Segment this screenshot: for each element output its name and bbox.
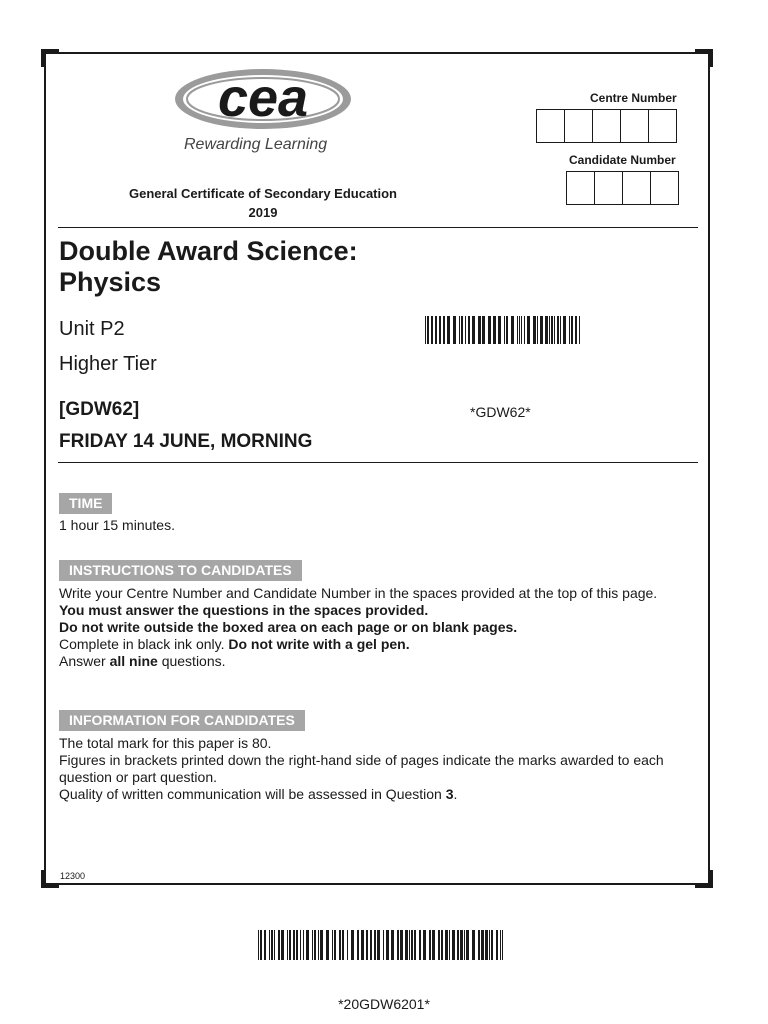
barcode-bar [409,930,410,960]
barcode-bar [423,930,426,960]
footer-code: 12300 [60,871,86,881]
barcode-bar [485,930,488,960]
barcode-bar [519,316,520,344]
barcode-bar [579,316,580,344]
exam-year: 2019 [248,205,278,220]
barcode-bar [460,930,463,960]
barcode-bar [459,316,460,344]
barcode-bar [405,930,408,960]
time-text: 1 hour 15 minutes. [59,517,175,533]
exam-title-line: Double Award Science: [59,236,358,266]
barcode-bar [361,930,364,960]
barcode-bar [386,930,389,960]
barcode-bar [287,930,288,960]
barcode-bar [533,316,536,344]
page-barcode-caption: *20GDW6201* [338,996,430,1012]
barcode-bar [431,316,433,344]
information-line: Quality of written communication will be assessed in Question 3. [59,786,458,802]
corner-mark [695,870,713,888]
corner-mark [695,49,713,67]
barcode-bar [498,316,501,344]
barcode-bar [414,930,416,960]
candidate-number-box[interactable] [566,171,595,205]
qualification-name: General Certificate of Secondary Education [128,186,398,201]
barcode-caption: *GDW62* [470,404,531,420]
barcode-bar [300,930,301,960]
barcode-bar [400,930,403,960]
barcode-bar [563,316,566,344]
centre-number-label: Centre Number [590,91,677,105]
instruction-line: Write your Centre Number and Candidate Number in the spaces provided at the top of this page. [59,585,658,601]
barcode-bar [489,930,490,960]
time-heading: TIME [59,493,112,514]
barcode-bar [569,316,570,344]
barcode-bar [461,316,463,344]
divider [58,227,698,228]
exam-tier: Higher Tier [59,353,157,375]
logo-tagline: Rewarding Learning [184,136,328,153]
candidate-number-box[interactable] [622,171,651,205]
barcode-bar [269,930,270,960]
barcode-bar [370,930,372,960]
barcode-bar [397,930,399,960]
barcode-bar [545,316,548,344]
barcode-bar [427,316,429,344]
exam-barcode [425,316,583,344]
barcode-bar [411,930,413,960]
barcode-bar [429,930,431,960]
candidate-number-boxes[interactable] [567,171,679,205]
cea-logo [172,66,354,132]
barcode-bar [334,930,336,960]
instruction-line: Do not write outside the boxed area on each page or on blank pages. [59,619,518,635]
barcode-bar [560,316,561,344]
barcode-bar [447,316,450,344]
barcode-bar [326,930,329,960]
exam-title [59,236,358,298]
centre-number-box[interactable] [536,109,565,143]
barcode-bar [511,316,514,344]
information-body [59,735,689,803]
barcode-bar [391,930,394,960]
barcode-bar [441,930,443,960]
barcode-bar [506,316,508,344]
barcode-bar [357,930,359,960]
barcode-bar [517,316,518,344]
barcode-bar [482,316,485,344]
barcode-bar [496,930,498,960]
barcode-bar [502,930,503,960]
barcode-bar [481,930,484,960]
barcode-bar [457,930,459,960]
barcode-bar [472,316,475,344]
barcode-bar [468,316,470,344]
information-line: The total mark for this paper is 80. [59,735,272,751]
barcode-bar [571,316,573,344]
barcode-bar [260,930,262,960]
centre-number-box[interactable] [620,109,649,143]
page-barcode [258,930,506,960]
barcode-bar [374,930,376,960]
barcode-bar [452,930,455,960]
exam-unit: Unit P2 [59,318,125,340]
barcode-bar [557,316,559,344]
exam-title-line: Physics [59,267,162,297]
barcode-bar [439,316,441,344]
barcode-bar [318,930,319,960]
barcode-bar [303,930,304,960]
barcode-bar [377,930,380,960]
barcode-bar [383,930,384,960]
barcode-bar [445,930,448,960]
barcode-bar [527,316,530,344]
candidate-number-box[interactable] [594,171,623,205]
barcode-bar [432,930,435,960]
candidate-number-box[interactable] [650,171,679,205]
candidate-number-label: Candidate Number [569,153,676,167]
corner-mark [41,870,59,888]
barcode-bar [537,316,538,344]
barcode-bar [464,930,465,960]
barcode-bar [493,316,496,344]
barcode-bar [449,930,450,960]
barcode-bar [472,930,475,960]
centre-number-boxes[interactable] [537,109,677,143]
instruction-line: Answer all nine questions. [59,653,226,669]
barcode-bar [312,930,313,960]
barcode-bar [478,316,481,344]
barcode-bar [504,316,505,344]
barcode-bar [320,930,323,960]
instruction-line: Complete in black ink only. Do not write with a gel pen. [59,636,410,652]
barcode-bar [540,316,543,344]
barcode-bar [293,930,295,960]
barcode-bar [554,316,555,344]
barcode-bar [500,930,501,960]
logo-text: cea [217,68,309,128]
barcode-bar [453,316,456,344]
barcode-bar [306,930,309,960]
instruction-line: You must answer the questions in the spaces provided. [59,602,429,618]
barcode-bar [575,316,577,344]
barcode-bar [264,930,266,960]
barcode-bar [425,316,426,344]
corner-mark [41,49,59,67]
barcode-bar [549,316,550,344]
information-line: Figures in brackets printed down the right-hand side of pages indicate the marks awarded to each question or part question. [59,752,664,785]
barcode-bar [521,316,522,344]
instructions-body [59,585,689,670]
barcode-bar [281,930,284,960]
barcode-bar [488,316,491,344]
barcode-bar [332,930,333,960]
barcode-bar [278,930,280,960]
centre-number-box[interactable] [648,109,677,143]
information-heading: INFORMATION FOR CANDIDATES [59,710,305,731]
divider [58,462,698,463]
barcode-bar [443,316,445,344]
barcode-bar [478,930,480,960]
barcode-bar [339,930,341,960]
barcode-bar [438,930,440,960]
barcode-bar [274,930,275,960]
barcode-bar [366,930,368,960]
barcode-bar [524,316,525,344]
instructions-heading: INSTRUCTIONS TO CANDIDATES [59,560,302,581]
barcode-bar [347,930,348,960]
exam-date: FRIDAY 14 JUNE, MORNING [59,431,313,452]
barcode-bar [314,930,316,960]
barcode-bar [258,930,259,960]
barcode-bar [289,930,291,960]
barcode-bar [465,316,466,344]
barcode-bar [435,316,437,344]
centre-number-box[interactable] [564,109,593,143]
centre-number-box[interactable] [592,109,621,143]
barcode-bar [271,930,273,960]
barcode-bar [342,930,344,960]
barcode-bar [551,316,553,344]
barcode-bar [351,930,354,960]
barcode-bar [466,930,469,960]
barcode-bar [491,930,493,960]
barcode-bar [296,930,298,960]
barcode-bar [419,930,421,960]
paper-code: [GDW62] [59,399,140,420]
